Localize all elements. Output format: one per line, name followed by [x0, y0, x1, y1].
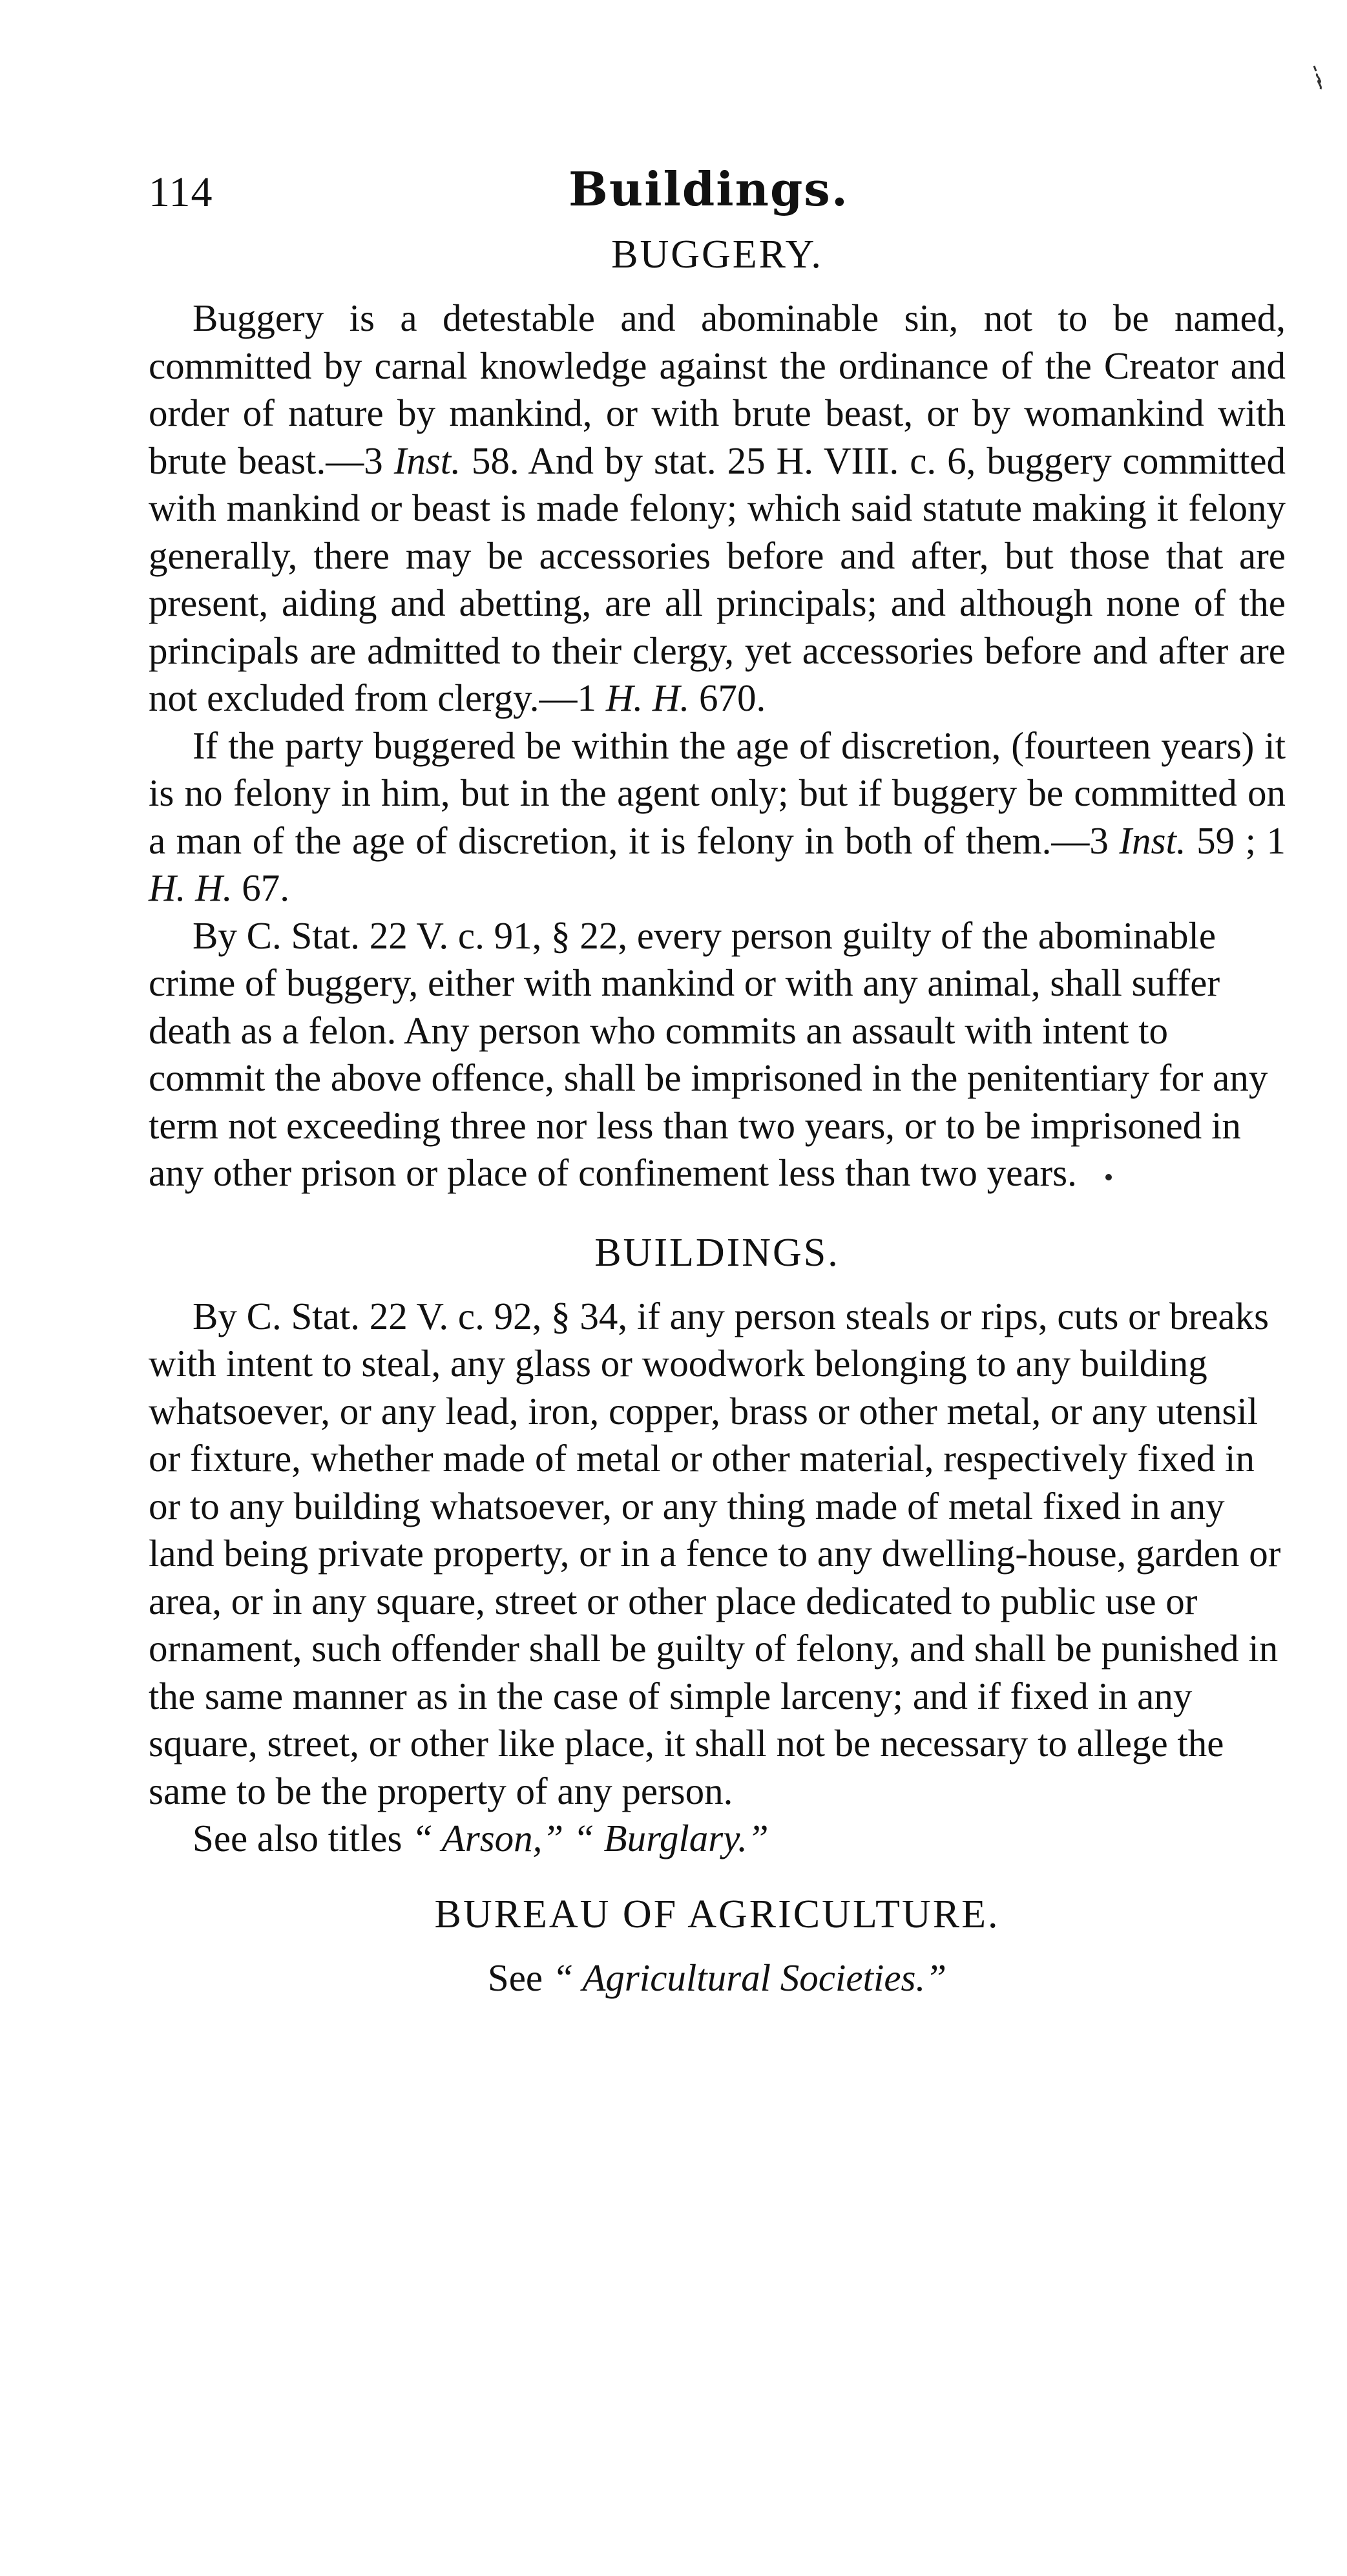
section-bureau-of-agriculture [149, 1892, 1286, 2002]
section-buggery [149, 233, 1286, 1197]
buildings-paragraph-1: By C. Stat. 22 V. c. 92, § 34, if any person steals or rips, cuts or breaks with intent to steal, any glass or woodwork belonging to any building whatsoever, or any lead, iron, copper, brass or other metal, or any utensil or fixture, whether made of metal or other material, respectively fixed in or to any building whatsoever, or any thing made of metal fixed in any land being private property, or in a fence to any dwelling-house, garden or area, or in any square, street or other place dedicated to public use or ornament, such offender shall be guilty of felony, and shall be punished in the same manner as in the case of simple larceny; and if fixed in any square, street, or other like place, it shall not be necessary to allege the same to be the property of any person. [149, 1294, 1281, 1812]
buggery-paragraph-2: If the party buggered be within the age of discretion, (fourteen years) it is no felony in him, but in the agent only; but if buggery be committed on a man of the age of discretion, it is felony in both of them.—3 Inst. 59 ; 1 H. H. 67. [149, 724, 1286, 910]
section-heading-buggery: BUGGERY. [611, 233, 823, 277]
ink-blot-mark [1311, 65, 1326, 90]
buildings-see-also: See also titles “ Arson,” “ Burglary.” [193, 1817, 769, 1860]
buggery-paragraph-1: Buggery is a detestable and abominable sin, not to be named, committed by carnal knowledge against the ordinance of the Creator and order of nature by mankind, or with brute beast, or by womankind with brute beast.—3 Inst. 58. And by stat. 25 H. VIII. c. 6, buggery committed with mankind or beast is made felony; which said statute making it felony generally, there may be accessories before and after, but those that are present, aiding and abetting, are all principals; and although none of the principals are admitted to their clergy, yet accessories before and after are not excluded from clergy.—1 H. H. 670. [149, 297, 1286, 720]
section-heading-buildings: BUILDINGS. [594, 1230, 840, 1275]
page-number: 114 [149, 169, 213, 216]
section-heading-bureau: BUREAU OF AGRICULTURE. [434, 1892, 1000, 1936]
book-page [149, 162, 1286, 2002]
running-head [149, 162, 1286, 233]
buggery-paragraph-3: By C. Stat. 22 V. c. 91, § 22, every person guilty of the abominable crime of buggery, either with mankind or with any animal, shall suffer death as a felon. Any person who commits an assault with intent to commit the above offence, shall be imprisoned in the penitentiary for any term not exceeding three nor less than two years, or to be imprisoned in any other prison or place of confinement less than two years. [149, 914, 1268, 1195]
bureau-see-reference: See “ Agricultural Societies.” [487, 1956, 947, 2000]
section-buildings [149, 1231, 1286, 1863]
stray-ink-dot [1105, 1174, 1112, 1180]
running-title: Buildings. [569, 162, 849, 216]
